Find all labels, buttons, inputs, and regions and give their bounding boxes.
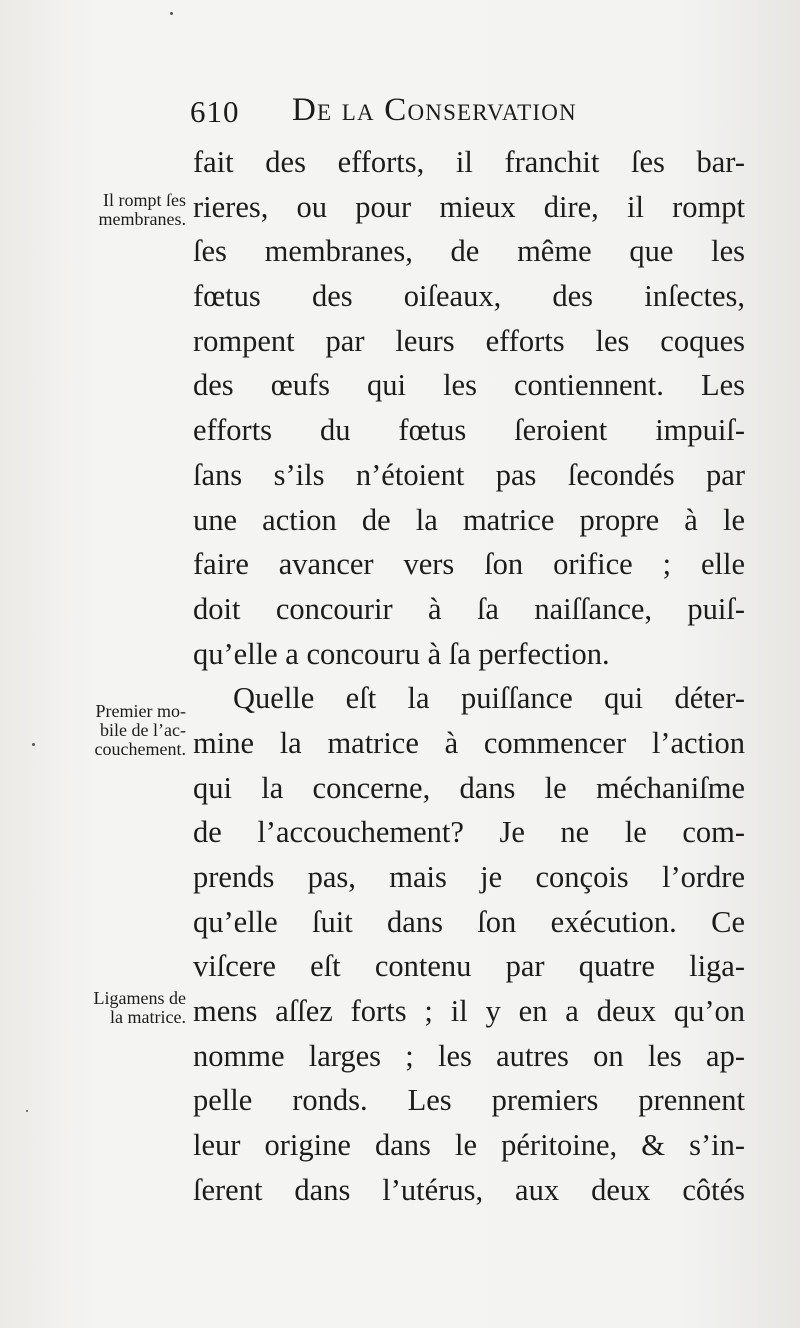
text-line: faire avancer vers ſon orifice ; elle (193, 547, 745, 582)
text-line: efforts du fœtus ſeroient impuiſ- (193, 413, 745, 448)
margin-note (36, 191, 186, 229)
text-line: ſerent dans l’utérus, aux deux côtés (193, 1172, 745, 1207)
text-line: doit concourir à ſa naiſſance, puiſ- (193, 591, 745, 626)
body-text (193, 140, 745, 1213)
text-line: ſes membranes, de même que les (193, 234, 745, 269)
margin-note-line: la matrice. (110, 1007, 186, 1027)
text-line: des œufs qui les contiennent. Les (193, 368, 745, 403)
margin-note-line: Il rompt ſes (103, 190, 186, 210)
text-line: pelle ronds. Les premiers prennent (193, 1083, 745, 1118)
margin-note (36, 702, 186, 759)
text-line: qu’elle ſuit dans ſon exécution. Ce (193, 904, 745, 939)
text-line: fait des efforts, il franchit ſes bar- (193, 145, 745, 179)
text-line: leur origine dans le péritoine, & s’in- (193, 1128, 745, 1163)
running-title: De la Conservation (292, 92, 577, 128)
ink-speck (26, 1110, 28, 1112)
margin-note-line: Premier mo- (95, 701, 186, 721)
text-line: une action de la matrice propre à le (193, 502, 745, 537)
text-line: prends pas, mais je conçois l’ordre (193, 860, 745, 894)
ink-speck (32, 743, 35, 746)
text-line: qui la concerne, dans le méchaniſme (193, 770, 745, 805)
text-line: mens aſſez forts ; il y en a deux qu’on (193, 994, 745, 1029)
margin-note (36, 989, 186, 1027)
page-header (190, 88, 750, 138)
ink-speck (170, 12, 173, 15)
text-line: fœtus des oiſeaux, des inſectes, (193, 279, 745, 314)
margin-note-line: membranes. (98, 209, 186, 229)
text-line: nomme larges ; les autres on les ap- (193, 1038, 745, 1073)
margin-note-line: couchement. (94, 739, 186, 759)
text-line: rompent par leurs efforts les coques (193, 323, 745, 358)
text-line: viſcere eſt contenu par quatre liga- (193, 949, 745, 984)
text-line: qu’elle a concouru à ſa perfection. (193, 636, 610, 671)
page-number: 610 (190, 94, 240, 129)
text-line: de l’accouchement? Je ne le com- (193, 815, 745, 850)
text-line: Quelle eſt la puiſſance qui déter- (233, 681, 745, 716)
text-line: mine la matrice à commencer l’action (193, 725, 745, 760)
margin-note-line: bile de l’ac- (100, 720, 186, 740)
margin-note-line: Ligamens de (93, 988, 186, 1008)
text-line: rieres, ou pour mieux dire, il rompt (193, 189, 745, 224)
text-line: ſans s’ils n’étoient pas ſecondés par (193, 457, 745, 492)
